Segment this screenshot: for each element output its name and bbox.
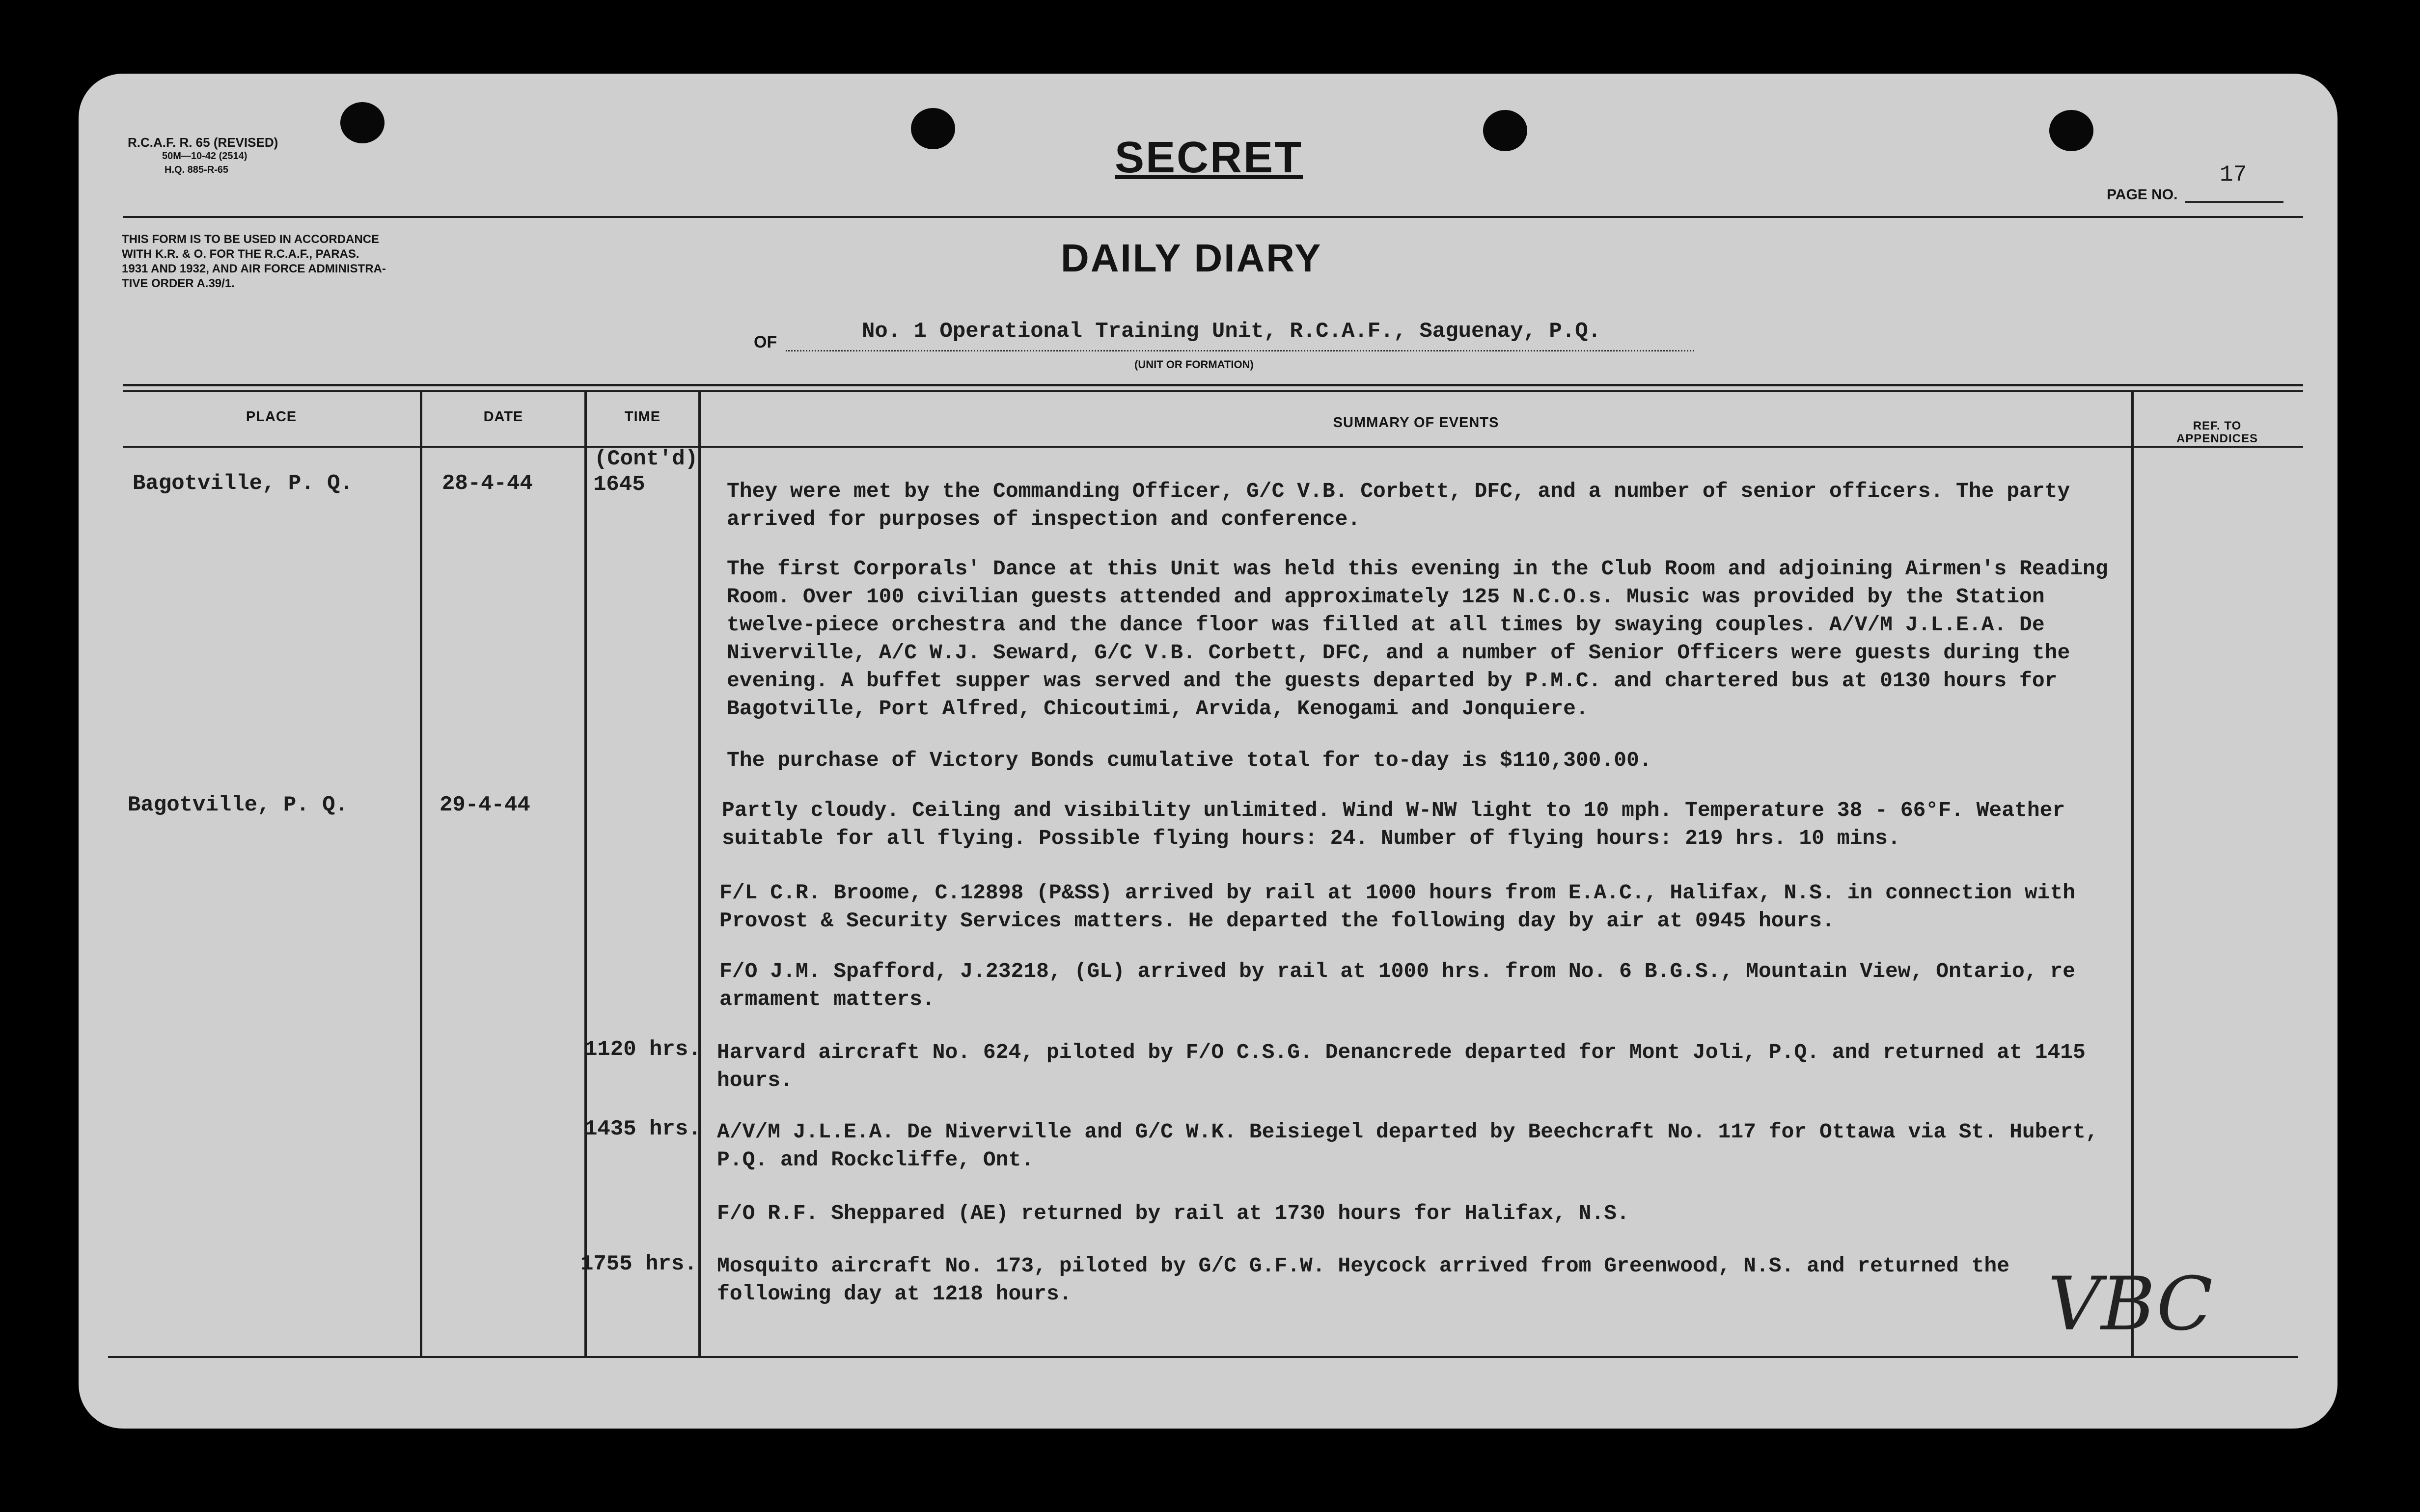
form-ref-line: 50M—10-42 (2514) xyxy=(162,151,248,162)
unit-name: No. 1 Operational Training Unit, R.C.A.F., Saguenay, P.Q. xyxy=(862,319,1601,344)
diary-entry: Mosquito aircraft No. 173, piloted by G/C G.F.W. Heycock arrived from Greenwood, N.S. and returned the following day at 1218 hours. xyxy=(717,1254,2010,1306)
binder-hole xyxy=(340,102,385,143)
place-cell: Bagotville, P. Q. xyxy=(128,793,348,817)
unit-underline xyxy=(786,349,1694,351)
table-top-rule-2 xyxy=(123,390,2303,392)
column-header-ref: REF. TO APPENDICES xyxy=(2176,419,2258,445)
column-header-date: DATE xyxy=(483,409,523,425)
form-instructions: THIS FORM IS TO BE USED IN ACCORDANCE WITH K.R. & O. FOR THE R.C.A.F., PARAS. 1931 AND 1932, AND AIR FORCE ADMINISTRA- TIVE ORDER A.39/1. xyxy=(122,233,386,290)
page-number-underline xyxy=(2185,201,2283,203)
column-header-summary: SUMMARY OF EVENTS xyxy=(1333,415,1499,431)
time-cell: 1120 hrs. xyxy=(584,1037,701,1062)
date-cell: 28-4-44 xyxy=(442,471,533,496)
diary-entry: The purchase of Victory Bonds cumulative total for to-day is $110,300.00. xyxy=(727,748,1652,772)
diary-entry: Harvard aircraft No. 624, piloted by F/O C.S.G. Denancrede departed for Mont Joli, P.Q. and returned at 1415 hours. xyxy=(717,1040,2086,1092)
time-cell: 1435 hrs. xyxy=(584,1117,701,1141)
column-header-time: TIME xyxy=(624,409,661,425)
diary-form-card xyxy=(79,74,2338,1429)
diary-entry: They were met by the Commanding Officer, G/C V.B. Corbett, DFC, and a number of senior officers. The party arrived for purposes of inspection and conference. xyxy=(727,479,2070,531)
diary-entry: The first Corporals' Dance at this Unit was held this evening in the Club Room and adjoining Airmen's Reading Room. Over 100 civilian guests attended and approximately 125 N.C.O.s. Music was provided by the Station twelve-piece orchestra and the dance floor was filled at all times by swaying couples. A/V/M J.L.E.A. De Niverville, A/C W.J. Seward, G/C V.B. Corbett, DFC, and a number of Senior Officers were guests during the evening. A buffet supper was served and the guests departed by P.M.C. and chartered bus at 0130 hours for Bagotville, Port Alfred, Chicoutimi, Arvida, Kenogami and Jonquiere. xyxy=(727,557,2108,721)
date-cell: 29-4-44 xyxy=(440,793,530,817)
column-header-rule xyxy=(123,446,2303,448)
column-header-place: PLACE xyxy=(246,409,297,425)
binder-hole xyxy=(1483,110,1527,151)
binder-hole xyxy=(2049,110,2093,151)
table-bottom-rule xyxy=(108,1356,2298,1358)
table-top-rule xyxy=(123,384,2303,386)
place-cell: Bagotville, P. Q. xyxy=(133,471,353,496)
column-divider xyxy=(2131,390,2134,1356)
diary-entry: A/V/M J.L.E.A. De Niverville and G/C W.K. Beisiegel departed by Beechcraft No. 117 for Ottawa via St. Hubert, P.Q. and Rockcliffe, Ont. xyxy=(717,1120,2098,1172)
diary-entry: F/L C.R. Broome, C.12898 (P&SS) arrived by rail at 1000 hours from E.A.C., Halifax, N.S. in connection with Provost & Security Services matters. He departed the following day by air at 0945 hours. xyxy=(719,881,2076,933)
binder-hole xyxy=(911,108,955,149)
diary-entry: F/O R.F. Sheppared (AE) returned by rail at 1730 hours for Halifax, N.S. xyxy=(717,1201,1629,1225)
time-cell: 1645 xyxy=(593,472,645,497)
time-cell: (Cont'd) xyxy=(594,447,698,471)
unit-caption: (UNIT OR FORMATION) xyxy=(1134,358,1254,371)
column-divider xyxy=(420,390,422,1356)
unit-of-label: OF xyxy=(754,333,777,351)
column-divider xyxy=(584,390,587,1356)
form-ref-line: R.C.A.F. R. 65 (REVISED) xyxy=(128,135,278,150)
form-ref-line: H.Q. 885-R-65 xyxy=(165,164,229,175)
header-rule xyxy=(123,216,2303,218)
page-number-label: PAGE NO. xyxy=(2107,187,2178,203)
handwritten-initials: VBC xyxy=(2048,1262,2213,1347)
time-cell: 1755 hrs. xyxy=(580,1252,697,1276)
column-divider xyxy=(698,390,701,1356)
diary-entry: F/O J.M. Spafford, J.23218, (GL) arrived by rail at 1000 hrs. from No. 6 B.G.S., Mountain View, Ontario, re armament matters. xyxy=(719,959,2076,1011)
diary-entry: Partly cloudy. Ceiling and visibility unlimited. Wind W-NW light to 10 mph. Temperature 38 - 66°F. Weather suitable for all flying. Possible flying hours: 24. Number of flying hours: 219 hrs. 10 mins. xyxy=(722,798,2065,850)
classification-label: SECRET xyxy=(1115,133,1303,182)
form-reference xyxy=(128,135,278,177)
page-number: 17 xyxy=(2220,162,2247,188)
form-title: DAILY DIARY xyxy=(1061,236,1322,280)
